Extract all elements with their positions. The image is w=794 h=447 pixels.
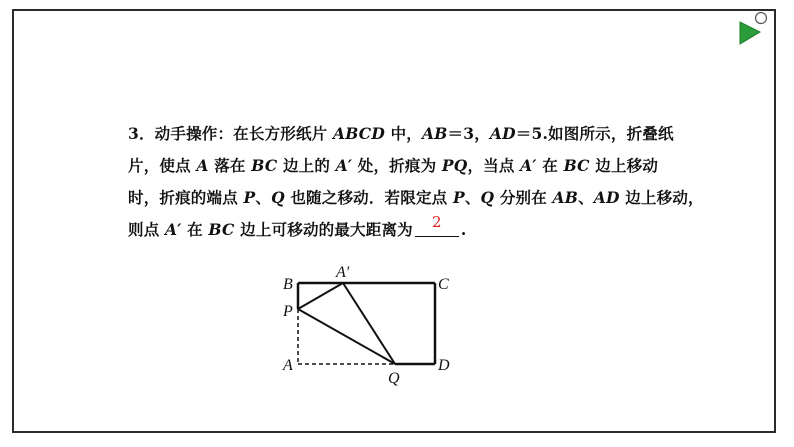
label-p: P — [283, 303, 293, 320]
play-triangle-icon — [736, 10, 770, 46]
label-q: Q — [388, 370, 400, 387]
problem-line-2: 片，使点 A 落在 BC 边上的 A′ 处，折痕为 PQ，当点 A′ 在 BC 边上移动 — [128, 156, 659, 175]
label-c: C — [438, 276, 449, 293]
label-d: D — [438, 357, 450, 374]
label-b: B — [283, 276, 293, 293]
problem-line-4: 则点 A′ 在 BC 边上可移动的最大距离为 2 . — [128, 214, 688, 246]
label-a: A — [283, 357, 293, 374]
problem-line-3: 时，折痕的端点 P、Q 也随之移动．若限定点 P、Q 分别在 AB、AD 边上移动， — [128, 188, 704, 207]
answer-blank — [415, 213, 459, 237]
problem-text — [128, 118, 704, 246]
next-slide-button[interactable] — [736, 10, 770, 50]
problem-line-1: 3．动手操作：在长方形纸片 ABCD 中，AB＝3，AD＝5.如图所示，折叠纸 — [128, 124, 674, 143]
play-triangle-shape — [740, 22, 760, 44]
circle-icon — [756, 13, 767, 24]
slide-top-rule — [12, 9, 686, 11]
answer-text: 2 — [431, 213, 442, 231]
label-a-prime: A′ — [336, 264, 350, 281]
